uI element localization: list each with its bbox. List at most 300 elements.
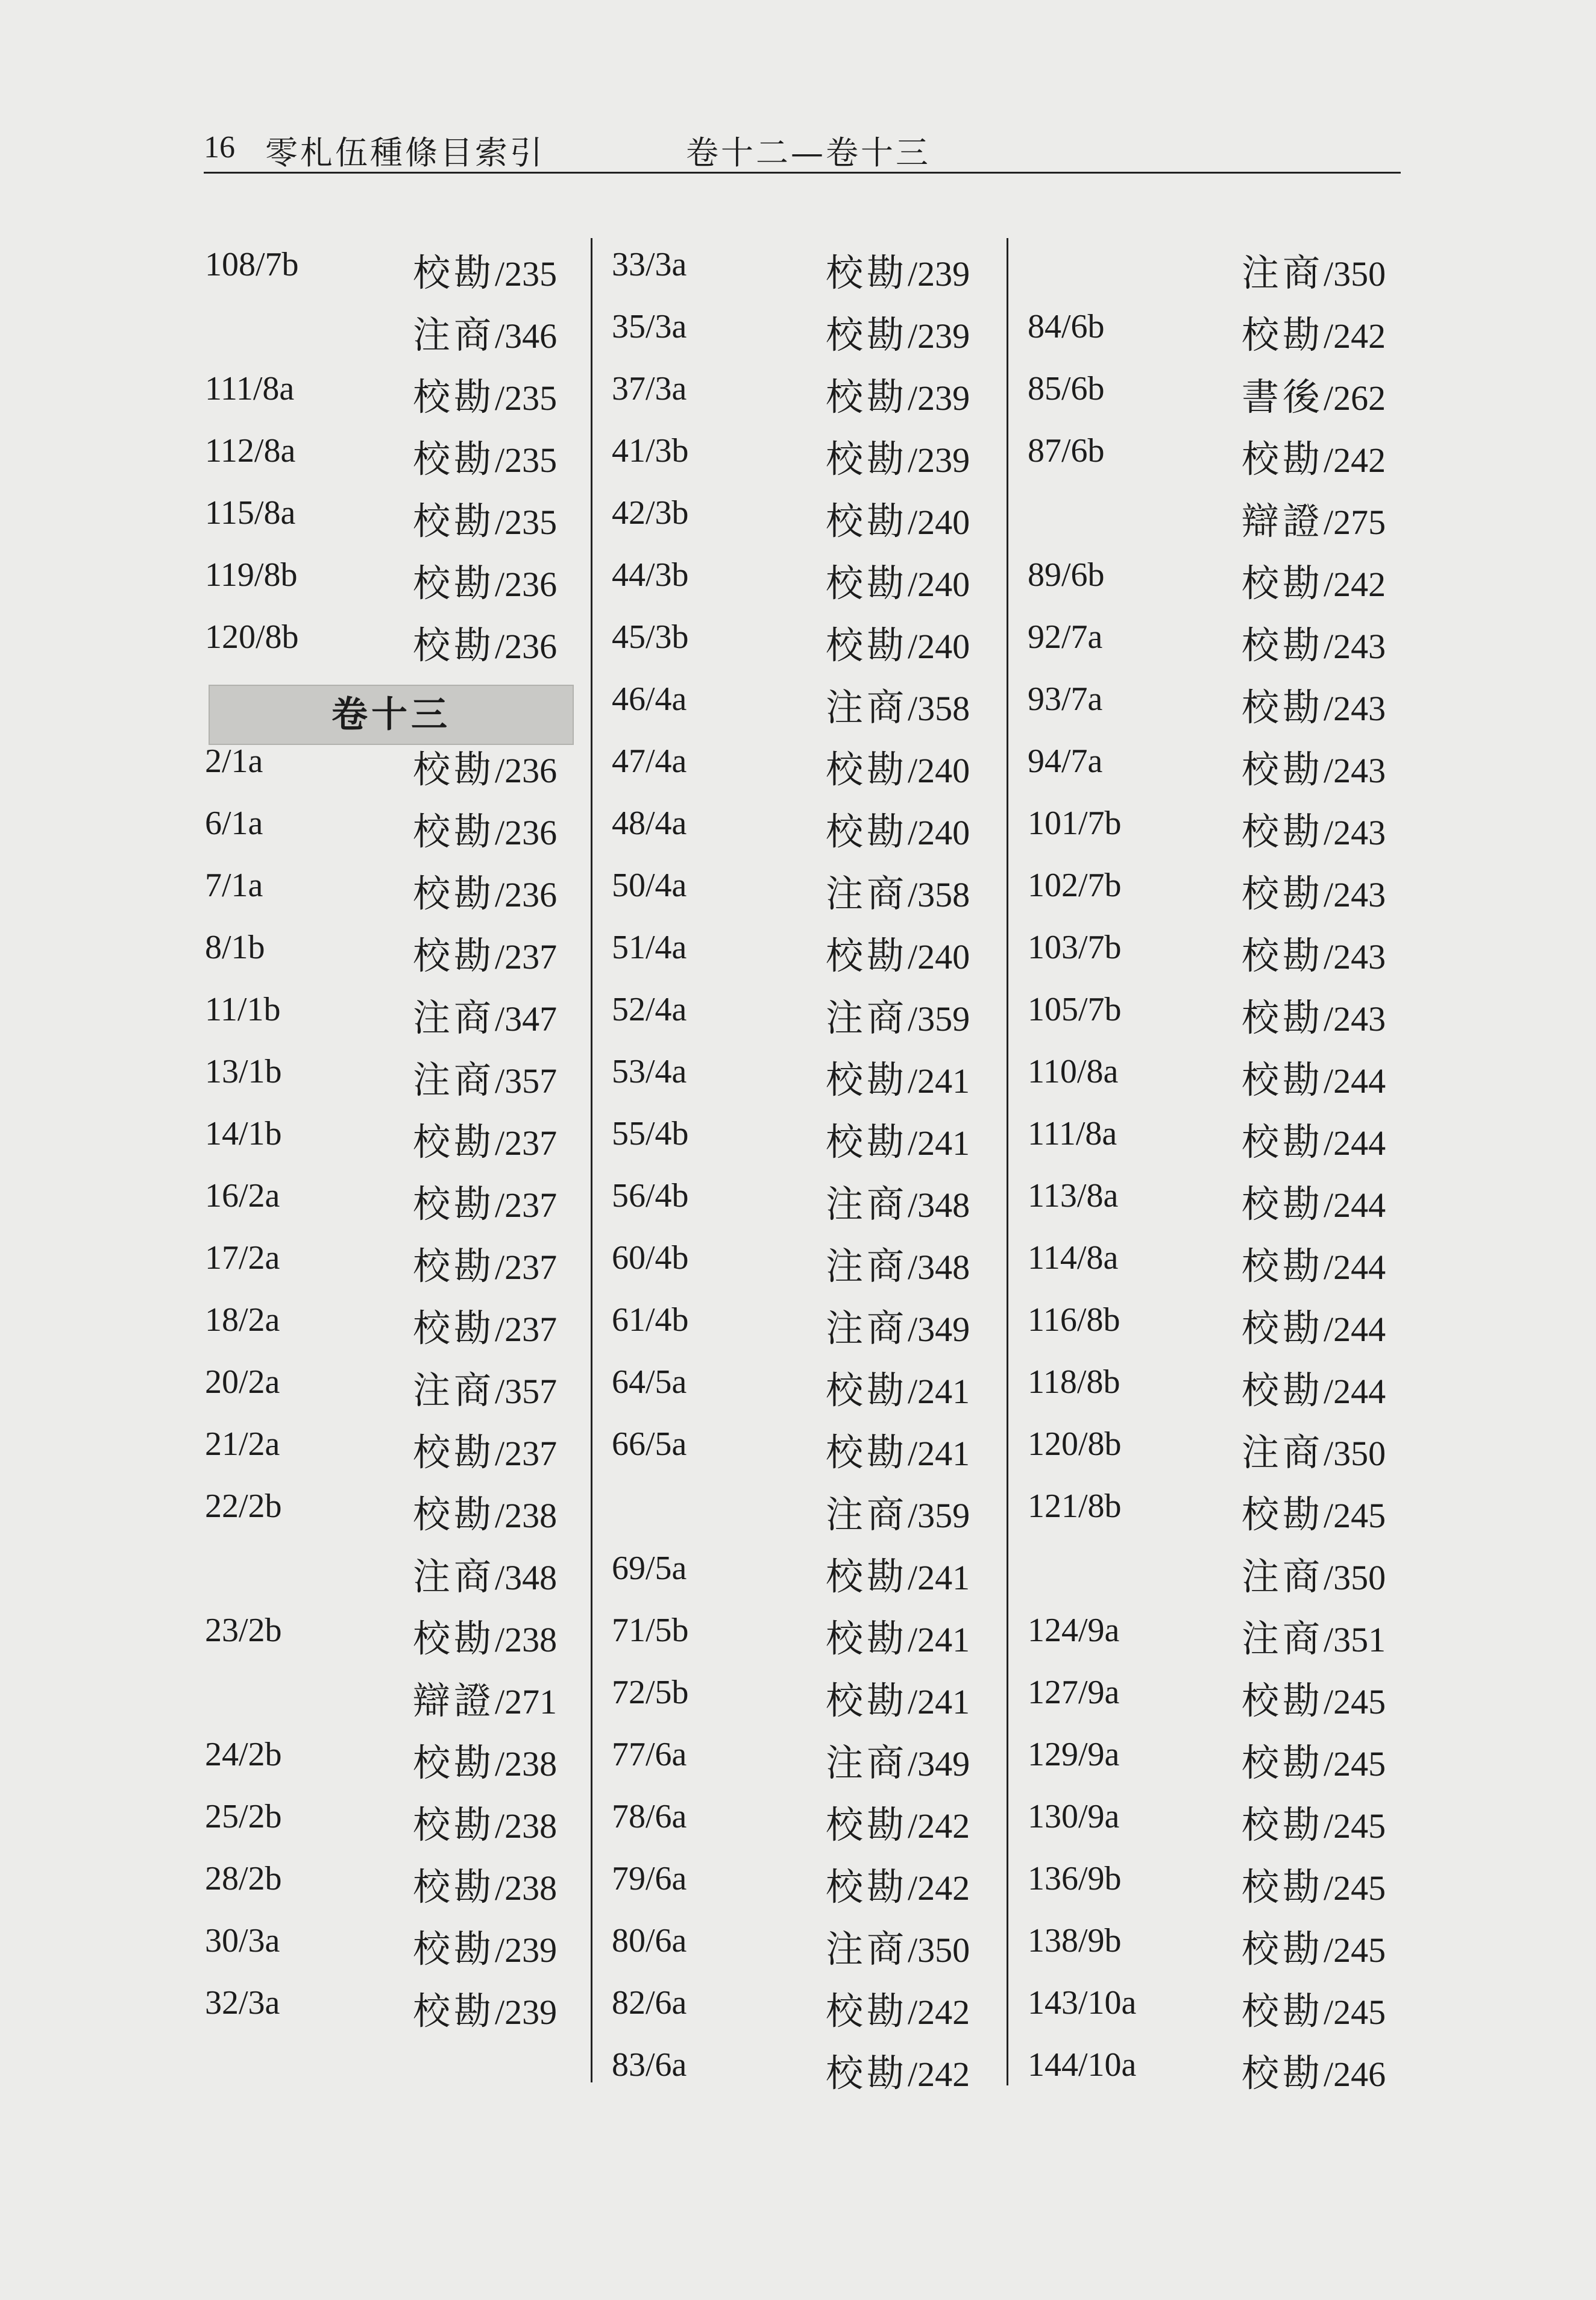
item-reference: 77/6a <box>612 1736 687 1773</box>
item-reference: 69/5a <box>612 1550 687 1587</box>
index-row <box>1028 362 1401 424</box>
index-row <box>612 548 998 611</box>
index-row <box>1028 1604 1401 1666</box>
item-reference: 48/4a <box>612 805 687 842</box>
item-reference: 16/2a <box>205 1177 280 1214</box>
index-entry <box>1242 802 1386 855</box>
index-entry <box>1242 1795 1386 1849</box>
entry-page: /242 <box>908 2055 970 2094</box>
index-row <box>205 1542 585 1604</box>
entry-type: 校勘 <box>1242 1058 1324 1102</box>
item-reference: 110/8a <box>1028 1053 1119 1090</box>
item-reference: 102/7b <box>1028 867 1122 904</box>
index-entry <box>826 491 970 545</box>
index-row <box>205 673 585 735</box>
index-row <box>1028 1976 1401 2038</box>
item-reference: 83/6a <box>612 2046 687 2084</box>
index-entry <box>826 1236 970 1290</box>
index-row <box>205 1293 585 1356</box>
item-reference: 56/4b <box>612 1177 689 1214</box>
index-row <box>612 1169 998 1231</box>
index-entry <box>1242 864 1386 917</box>
entry-page: /235 <box>495 503 558 542</box>
index-row <box>612 673 998 735</box>
entry-type: 校勘 <box>1242 1927 1324 1971</box>
entry-type: 校勘 <box>826 313 908 357</box>
entry-page: /243 <box>1324 627 1386 666</box>
entry-type: 辯證 <box>413 1679 495 1723</box>
entry-page: /239 <box>908 254 970 294</box>
index-entry <box>413 988 557 1042</box>
index-entry <box>826 2043 970 2097</box>
entry-page: /348 <box>908 1186 970 1225</box>
index-entry <box>413 305 557 359</box>
entry-page: /245 <box>1324 1806 1386 1846</box>
index-row <box>205 1852 585 1914</box>
item-reference: 8/1b <box>205 929 265 966</box>
page-number: 16 <box>204 130 235 165</box>
entry-type: 校勘 <box>413 1492 495 1536</box>
index-entry <box>413 1795 557 1849</box>
index-row <box>205 486 585 548</box>
entry-page: /242 <box>908 1806 970 1846</box>
index-row <box>1028 611 1401 673</box>
index-row <box>612 1542 998 1604</box>
index-entry <box>1242 1298 1386 1352</box>
entry-type: 校勘 <box>1242 1803 1324 1847</box>
index-entry <box>826 1485 970 1538</box>
index-column-2 <box>612 238 998 2100</box>
entry-page: /239 <box>495 1931 558 1970</box>
entry-page: /241 <box>908 1372 970 1411</box>
index-row <box>1028 300 1401 362</box>
entry-page: /243 <box>1324 751 1386 790</box>
item-reference: 45/3b <box>612 618 689 656</box>
entry-page: /238 <box>495 1806 558 1846</box>
item-reference: 85/6b <box>1028 370 1105 407</box>
index-row <box>612 238 998 300</box>
index-row <box>1028 1045 1401 1107</box>
index-entry <box>1242 677 1386 731</box>
entry-type: 校勘 <box>826 251 908 295</box>
index-row <box>612 2038 998 2100</box>
item-reference: 37/3a <box>612 370 687 407</box>
index-row <box>205 921 585 983</box>
index-entry <box>413 1485 557 1538</box>
index-row <box>612 797 998 859</box>
index-entry <box>413 1174 557 1228</box>
entry-page: /245 <box>1324 1682 1386 1721</box>
index-row <box>205 1418 585 1480</box>
entry-type: 注商 <box>1242 1554 1324 1598</box>
entry-type: 注商 <box>413 996 495 1040</box>
item-reference: 113/8a <box>1028 1177 1119 1214</box>
entry-page: /246 <box>1324 2055 1386 2094</box>
entry-type: 校勘 <box>1242 1368 1324 1412</box>
entry-page: /242 <box>1324 565 1386 604</box>
item-reference: 127/9a <box>1028 1674 1120 1711</box>
entry-page: /350 <box>1324 1434 1386 1473</box>
entry-page: /237 <box>495 937 558 976</box>
entry-type: 校勘 <box>413 1182 495 1226</box>
index-entry <box>413 1547 557 1600</box>
entry-page: /241 <box>908 1123 970 1163</box>
entry-page: /235 <box>495 379 558 418</box>
item-reference: 87/6b <box>1028 432 1105 470</box>
entry-type: 注商 <box>826 1182 908 1226</box>
entry-type: 校勘 <box>413 1306 495 1350</box>
entry-type: 校勘 <box>1242 1679 1324 1723</box>
item-reference: 119/8b <box>205 556 298 594</box>
item-reference: 112/8a <box>205 432 296 470</box>
entry-page: /240 <box>908 627 970 666</box>
item-reference: 101/7b <box>1028 805 1122 842</box>
index-row <box>205 300 585 362</box>
index-row <box>1028 424 1401 486</box>
item-reference: 84/6b <box>1028 308 1105 345</box>
index-row <box>1028 1293 1401 1356</box>
entry-type: 注商 <box>1242 1617 1324 1661</box>
index-row <box>1028 1418 1401 1480</box>
index-entry <box>1242 615 1386 669</box>
index-row <box>205 238 585 300</box>
index-row <box>612 1418 998 1480</box>
section-heading-label: 卷十三 <box>331 694 451 736</box>
entry-page: /244 <box>1324 1310 1386 1349</box>
index-entry <box>413 1236 557 1290</box>
index-entry <box>826 740 970 793</box>
index-entry <box>1242 1422 1386 1476</box>
entry-type: 校勘 <box>413 872 495 916</box>
entry-type: 注商 <box>413 1554 495 1598</box>
entry-type: 校勘 <box>1242 1989 1324 2033</box>
index-entry <box>1242 1112 1386 1166</box>
entry-page: /237 <box>495 1434 558 1473</box>
index-row <box>612 1790 998 1852</box>
item-reference: 64/5a <box>612 1363 687 1401</box>
index-entry <box>826 367 970 421</box>
item-reference: 24/2b <box>205 1736 282 1773</box>
index-entry <box>413 1112 557 1166</box>
index-row <box>1028 1107 1401 1169</box>
index-entry <box>826 1174 970 1228</box>
entry-page: /236 <box>495 751 558 790</box>
item-reference: 6/1a <box>205 805 263 842</box>
item-reference: 25/2b <box>205 1798 282 1835</box>
item-reference: 35/3a <box>612 308 687 345</box>
index-row <box>612 424 998 486</box>
entry-page: /243 <box>1324 937 1386 976</box>
entry-page: /238 <box>495 1620 558 1659</box>
entry-page: /241 <box>908 1061 970 1101</box>
entry-type: 注商 <box>826 1244 908 1288</box>
entry-page: /350 <box>908 1931 970 1970</box>
index-entry <box>826 553 970 607</box>
item-reference: 60/4b <box>612 1239 689 1277</box>
index-row <box>1028 1666 1401 1728</box>
running-header <box>204 124 1401 174</box>
entry-type: 校勘 <box>413 1430 495 1474</box>
index-entry <box>826 429 970 483</box>
entry-page: /348 <box>908 1248 970 1287</box>
index-entry <box>413 429 557 483</box>
book-title: 零札伍種條目索引 <box>265 134 545 172</box>
item-reference: 82/6a <box>612 1984 687 2022</box>
entry-type: 校勘 <box>1242 313 1324 357</box>
entry-page: /346 <box>495 316 558 356</box>
entry-page: /240 <box>908 565 970 604</box>
item-reference: 21/2a <box>205 1425 280 1463</box>
entry-type: 校勘 <box>413 1865 495 1909</box>
entry-page: /237 <box>495 1310 558 1349</box>
entry-page: /235 <box>495 441 558 480</box>
index-entry <box>413 1298 557 1352</box>
index-entry <box>826 1981 970 2035</box>
entry-type: 校勘 <box>413 934 495 978</box>
entry-type: 校勘 <box>826 1368 908 1412</box>
entry-type: 校勘 <box>413 1244 495 1288</box>
item-reference: 53/4a <box>612 1053 687 1090</box>
entry-page: /242 <box>1324 316 1386 356</box>
item-reference: 121/8b <box>1028 1488 1122 1525</box>
entry-type: 校勘 <box>1242 872 1324 916</box>
entry-type: 注商 <box>826 685 908 729</box>
volume-range: 卷十二—卷十三 <box>686 134 931 172</box>
item-reference: 66/5a <box>612 1425 687 1463</box>
entry-type: 校勘 <box>1242 685 1324 729</box>
index-row <box>205 1045 585 1107</box>
index-entry <box>826 615 970 669</box>
index-entry <box>826 677 970 731</box>
entry-page: /243 <box>1324 999 1386 1038</box>
entry-type: 注商 <box>1242 1430 1324 1474</box>
entry-page: /349 <box>908 1310 970 1349</box>
entry-page: /239 <box>495 1993 558 2032</box>
index-entry <box>826 1360 970 1414</box>
index-entry <box>413 1857 557 1911</box>
index-entry <box>1242 553 1386 607</box>
entry-type: 校勘 <box>826 1865 908 1909</box>
entry-type: 注商 <box>826 872 908 916</box>
entry-type: 校勘 <box>826 1058 908 1102</box>
index-entry <box>826 1733 970 1786</box>
entry-type: 注商 <box>826 1927 908 1971</box>
item-reference: 93/7a <box>1028 680 1103 718</box>
index-row <box>1028 486 1401 548</box>
entry-page: /236 <box>495 875 558 914</box>
index-entry <box>826 1671 970 1724</box>
index-entry <box>413 1609 557 1662</box>
item-reference: 92/7a <box>1028 618 1103 656</box>
index-entry <box>413 1919 557 1973</box>
item-reference: 7/1a <box>205 867 263 904</box>
entry-type: 注商 <box>413 313 495 357</box>
item-reference: 28/2b <box>205 1860 282 1897</box>
entry-type: 校勘 <box>826 561 908 605</box>
entry-page: /236 <box>495 813 558 852</box>
entry-type: 校勘 <box>1242 1492 1324 1536</box>
index-entry <box>1242 1174 1386 1228</box>
item-reference: 61/4b <box>612 1301 689 1339</box>
item-reference: 143/10a <box>1028 1984 1137 2022</box>
entry-page: /245 <box>1324 1496 1386 1535</box>
entry-type: 校勘 <box>1242 1182 1324 1226</box>
entry-type: 校勘 <box>826 1430 908 1474</box>
item-reference: 79/6a <box>612 1860 687 1897</box>
item-reference: 108/7b <box>205 246 299 283</box>
item-reference: 89/6b <box>1028 556 1105 594</box>
item-reference: 46/4a <box>612 680 687 718</box>
entry-type: 注商 <box>826 1306 908 1350</box>
index-entry <box>1242 243 1386 297</box>
entry-type: 校勘 <box>413 1927 495 1971</box>
index-row <box>1028 1169 1401 1231</box>
index-row <box>1028 548 1401 611</box>
entry-type: 注商 <box>826 1492 908 1536</box>
entry-page: /245 <box>1324 1931 1386 1970</box>
index-row <box>612 1852 998 1914</box>
item-reference: 47/4a <box>612 743 687 780</box>
entry-page: /242 <box>1324 441 1386 480</box>
entry-type: 校勘 <box>826 747 908 791</box>
index-entry <box>413 367 557 421</box>
index-entry <box>826 802 970 855</box>
entry-type: 校勘 <box>413 1741 495 1785</box>
entry-type: 校勘 <box>1242 1306 1324 1350</box>
index-row <box>1028 673 1401 735</box>
item-reference: 78/6a <box>612 1798 687 1835</box>
entry-page: /271 <box>495 1682 558 1721</box>
entry-page: /275 <box>1324 503 1386 542</box>
index-row <box>205 1728 585 1790</box>
index-row <box>612 1666 998 1728</box>
index-entry <box>413 1733 557 1786</box>
entry-type: 校勘 <box>413 1120 495 1164</box>
index-entry <box>1242 1671 1386 1724</box>
index-entry <box>1242 988 1386 1042</box>
index-row <box>612 1356 998 1418</box>
index-entry <box>1242 305 1386 359</box>
index-row <box>1028 2038 1401 2100</box>
item-reference: 42/3b <box>612 494 689 532</box>
item-reference: 118/8b <box>1028 1363 1120 1401</box>
index-row <box>1028 1231 1401 1293</box>
index-entry <box>826 1298 970 1352</box>
index-row <box>205 1231 585 1293</box>
item-reference: 14/1b <box>205 1115 282 1152</box>
item-reference: 124/9a <box>1028 1612 1120 1649</box>
index-entry <box>1242 1360 1386 1414</box>
entry-type: 注商 <box>826 1741 908 1785</box>
index-row <box>205 1107 585 1169</box>
entry-page: /350 <box>1324 254 1386 294</box>
entry-type: 校勘 <box>1242 996 1324 1040</box>
entry-page: /241 <box>908 1620 970 1659</box>
entry-type: 校勘 <box>826 437 908 481</box>
index-entry <box>826 1919 970 1973</box>
index-entry <box>826 926 970 979</box>
index-row <box>612 1604 998 1666</box>
entry-type: 校勘 <box>413 1989 495 2033</box>
entry-page: /240 <box>908 937 970 976</box>
item-reference: 32/3a <box>205 1984 280 2022</box>
item-reference: 55/4b <box>612 1115 689 1152</box>
index-entry <box>413 243 557 297</box>
entry-type: 校勘 <box>826 1679 908 1723</box>
index-row <box>612 1231 998 1293</box>
index-row <box>612 1293 998 1356</box>
entry-type: 校勘 <box>826 623 908 667</box>
entry-type: 校勘 <box>1242 561 1324 605</box>
entry-page: /239 <box>908 441 970 480</box>
entry-page: /244 <box>1324 1248 1386 1287</box>
index-row <box>1028 238 1401 300</box>
entry-page: /262 <box>1324 379 1386 418</box>
index-row <box>612 611 998 673</box>
index-entry <box>1242 1485 1386 1538</box>
entry-type: 校勘 <box>413 499 495 543</box>
index-row <box>205 1976 585 2038</box>
index-entry <box>413 1050 557 1104</box>
entry-page: /347 <box>495 999 558 1038</box>
index-row <box>205 859 585 921</box>
entry-type: 校勘 <box>826 499 908 543</box>
entry-page: /240 <box>908 751 970 790</box>
entry-type: 校勘 <box>413 809 495 853</box>
entry-page: /237 <box>495 1123 558 1163</box>
index-entry <box>826 1547 970 1600</box>
entry-page: /238 <box>495 1868 558 1908</box>
item-reference: 120/8b <box>205 618 299 656</box>
index-entry <box>826 988 970 1042</box>
index-entry <box>826 1609 970 1662</box>
entry-page: /241 <box>908 1434 970 1473</box>
entry-type: 注商 <box>1242 251 1324 295</box>
entry-type: 校勘 <box>826 1803 908 1847</box>
item-reference: 44/3b <box>612 556 689 594</box>
index-row <box>1028 1914 1401 1976</box>
entry-type: 校勘 <box>826 1554 908 1598</box>
entry-type: 校勘 <box>413 1803 495 1847</box>
index-entry <box>413 740 557 793</box>
index-entry <box>826 305 970 359</box>
index-entry <box>1242 1236 1386 1290</box>
entry-type: 校勘 <box>413 623 495 667</box>
item-reference: 13/1b <box>205 1053 282 1090</box>
index-row <box>1028 859 1401 921</box>
item-reference: 23/2b <box>205 1612 282 1649</box>
index-row <box>1028 1790 1401 1852</box>
entry-type: 校勘 <box>1242 623 1324 667</box>
item-reference: 71/5b <box>612 1612 689 1649</box>
entry-type: 校勘 <box>413 437 495 481</box>
index-entry <box>1242 1857 1386 1911</box>
index-row <box>612 300 998 362</box>
entry-page: /245 <box>1324 1868 1386 1908</box>
item-reference: 72/5b <box>612 1674 689 1711</box>
entry-type: 校勘 <box>826 375 908 419</box>
item-reference: 52/4a <box>612 991 687 1028</box>
entry-page: /243 <box>1324 813 1386 852</box>
index-entry <box>1242 926 1386 979</box>
item-reference: 2/1a <box>205 743 263 780</box>
entry-type: 注商 <box>413 1368 495 1412</box>
index-row <box>205 1914 585 1976</box>
entry-page: /241 <box>908 1682 970 1721</box>
item-reference: 130/9a <box>1028 1798 1120 1835</box>
entry-page: /244 <box>1324 1061 1386 1101</box>
index-entry <box>413 864 557 917</box>
